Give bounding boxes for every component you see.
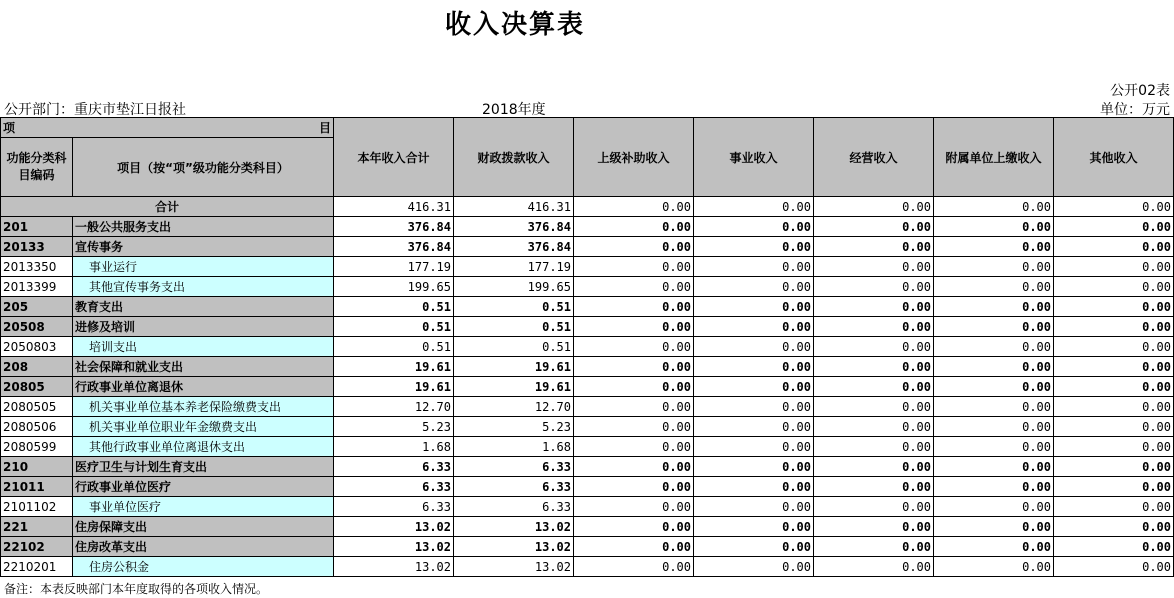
header-value-col: 附属单位上缴收入 xyxy=(934,118,1054,197)
row-name: 一般公共服务支出 xyxy=(73,217,334,237)
row-code: 20805 xyxy=(1,377,73,397)
row-value: 0.00 xyxy=(1054,457,1174,477)
row-code: 205 xyxy=(1,297,73,317)
row-value: 6.33 xyxy=(334,477,454,497)
row-value: 0.00 xyxy=(1054,217,1174,237)
total-value: 416.31 xyxy=(334,197,454,217)
row-value: 376.84 xyxy=(454,217,574,237)
row-value: 0.00 xyxy=(694,217,814,237)
row-value: 13.02 xyxy=(454,537,574,557)
header-value-col: 经营收入 xyxy=(814,118,934,197)
row-value: 0.00 xyxy=(814,277,934,297)
row-value: 6.33 xyxy=(454,457,574,477)
table-row xyxy=(1,257,1174,277)
row-code: 2080505 xyxy=(1,397,73,417)
row-value: 0.00 xyxy=(1054,517,1174,537)
row-name: 社会保障和就业支出 xyxy=(73,357,334,377)
row-value: 0.00 xyxy=(934,557,1054,577)
row-value: 0.00 xyxy=(814,517,934,537)
row-value: 0.00 xyxy=(814,417,934,437)
row-value: 0.00 xyxy=(694,317,814,337)
row-value: 0.00 xyxy=(574,557,694,577)
row-value: 12.70 xyxy=(454,397,574,417)
row-value: 0.00 xyxy=(814,357,934,377)
row-value: 0.00 xyxy=(694,377,814,397)
row-code: 2013399 xyxy=(1,277,73,297)
row-value: 0.00 xyxy=(1054,417,1174,437)
row-value: 0.00 xyxy=(934,397,1054,417)
row-value: 0.00 xyxy=(814,237,934,257)
row-value: 0.00 xyxy=(934,517,1054,537)
row-name: 事业单位医疗 xyxy=(73,497,334,517)
row-value: 0.00 xyxy=(574,537,694,557)
row-value: 0.00 xyxy=(934,437,1054,457)
row-value: 0.00 xyxy=(1054,357,1174,377)
row-value: 0.00 xyxy=(814,297,934,317)
row-value: 0.00 xyxy=(814,437,934,457)
row-value: 0.00 xyxy=(574,417,694,437)
table-row xyxy=(1,317,1174,337)
row-value: 0.00 xyxy=(934,297,1054,317)
row-name: 培训支出 xyxy=(73,337,334,357)
row-value: 13.02 xyxy=(334,557,454,577)
row-value: 19.61 xyxy=(334,357,454,377)
row-value: 0.00 xyxy=(1054,397,1174,417)
row-code: 221 xyxy=(1,517,73,537)
row-value: 0.51 xyxy=(334,297,454,317)
row-value: 0.00 xyxy=(1054,377,1174,397)
row-value: 13.02 xyxy=(334,537,454,557)
row-value: 6.33 xyxy=(334,457,454,477)
header-value-col: 上级补助收入 xyxy=(574,118,694,197)
row-value: 0.00 xyxy=(694,517,814,537)
row-name: 宣传事务 xyxy=(73,237,334,257)
row-value: 13.02 xyxy=(454,557,574,577)
table-row xyxy=(1,417,1174,437)
row-value: 0.00 xyxy=(694,337,814,357)
department-label: 公开部门：重庆市垫江日报社 xyxy=(4,102,186,118)
row-value: 376.84 xyxy=(334,237,454,257)
row-name: 住房保障支出 xyxy=(73,517,334,537)
row-code: 2101102 xyxy=(1,497,73,517)
row-name: 其他宣传事务支出 xyxy=(73,277,334,297)
row-value: 0.00 xyxy=(814,337,934,357)
total-value: 0.00 xyxy=(694,197,814,217)
row-value: 0.00 xyxy=(694,457,814,477)
row-value: 0.00 xyxy=(574,257,694,277)
row-value: 376.84 xyxy=(454,237,574,257)
row-value: 0.00 xyxy=(694,397,814,417)
row-value: 0.51 xyxy=(334,337,454,357)
row-code: 2013350 xyxy=(1,257,73,277)
row-name: 行政事业单位医疗 xyxy=(73,477,334,497)
row-value: 13.02 xyxy=(454,517,574,537)
row-value: 0.00 xyxy=(694,297,814,317)
row-value: 0.00 xyxy=(1054,437,1174,457)
row-code: 208 xyxy=(1,357,73,377)
row-name: 医疗卫生与计划生育支出 xyxy=(73,457,334,477)
row-value: 1.68 xyxy=(454,437,574,457)
row-value: 0.00 xyxy=(934,377,1054,397)
header-value-col: 其他收入 xyxy=(1054,118,1174,197)
row-value: 0.00 xyxy=(574,457,694,477)
row-code: 20133 xyxy=(1,237,73,257)
row-name: 住房改革支出 xyxy=(73,537,334,557)
table-header xyxy=(1,118,1174,197)
row-value: 376.84 xyxy=(334,217,454,237)
row-value: 0.00 xyxy=(934,237,1054,257)
total-row xyxy=(1,197,1174,217)
table-row xyxy=(1,357,1174,377)
footnote: 备注：本表反映部门本年度取得的各项收入情况。 xyxy=(4,582,269,596)
row-value: 0.00 xyxy=(934,477,1054,497)
row-value: 0.00 xyxy=(934,257,1054,277)
row-value: 0.00 xyxy=(814,557,934,577)
row-value: 0.00 xyxy=(814,537,934,557)
row-code: 22102 xyxy=(1,537,73,557)
row-value: 0.00 xyxy=(934,337,1054,357)
table-row xyxy=(1,517,1174,537)
header-value-col: 本年收入合计 xyxy=(334,118,454,197)
row-value: 19.61 xyxy=(454,377,574,397)
row-name: 教育支出 xyxy=(73,297,334,317)
unit-label: 单位：万元 xyxy=(1100,102,1170,118)
row-value: 199.65 xyxy=(334,277,454,297)
row-value: 0.00 xyxy=(1054,237,1174,257)
row-value: 0.00 xyxy=(934,277,1054,297)
row-value: 0.00 xyxy=(574,377,694,397)
row-value: 0.00 xyxy=(934,457,1054,477)
header-code-col: 功能分类科目编码 xyxy=(1,138,73,197)
row-name: 住房公积金 xyxy=(73,557,334,577)
row-code: 201 xyxy=(1,217,73,237)
row-value: 0.00 xyxy=(694,437,814,457)
form-number: 公开02表 xyxy=(1110,83,1170,99)
row-value: 0.00 xyxy=(694,477,814,497)
row-value: 0.00 xyxy=(574,477,694,497)
row-value: 0.51 xyxy=(454,337,574,357)
row-value: 6.33 xyxy=(454,497,574,517)
row-value: 0.00 xyxy=(934,417,1054,437)
row-value: 6.33 xyxy=(334,497,454,517)
row-value: 0.00 xyxy=(574,517,694,537)
row-value: 0.00 xyxy=(1054,557,1174,577)
header-value-col: 事业收入 xyxy=(694,118,814,197)
row-value: 0.00 xyxy=(694,357,814,377)
row-value: 0.00 xyxy=(934,357,1054,377)
row-code: 20508 xyxy=(1,317,73,337)
row-value: 177.19 xyxy=(454,257,574,277)
row-value: 0.00 xyxy=(1054,497,1174,517)
row-value: 0.00 xyxy=(694,277,814,297)
table-row xyxy=(1,437,1174,457)
row-value: 0.00 xyxy=(694,497,814,517)
row-name: 机关事业单位职业年金缴费支出 xyxy=(73,417,334,437)
row-value: 0.00 xyxy=(1054,277,1174,297)
table-row xyxy=(1,217,1174,237)
row-name: 事业运行 xyxy=(73,257,334,277)
row-value: 177.19 xyxy=(334,257,454,277)
header-xiang-mu xyxy=(1,118,334,138)
row-name: 其他行政事业单位离退休支出 xyxy=(73,437,334,457)
table-row xyxy=(1,537,1174,557)
table-row xyxy=(1,237,1174,257)
header-name-col: 项目（按“项”级功能分类科目） xyxy=(73,138,334,197)
row-value: 0.00 xyxy=(574,317,694,337)
row-value: 0.00 xyxy=(1054,257,1174,277)
row-value: 12.70 xyxy=(334,397,454,417)
row-value: 19.61 xyxy=(454,357,574,377)
row-value: 0.00 xyxy=(814,217,934,237)
row-value: 0.00 xyxy=(694,557,814,577)
total-label: 合计 xyxy=(1,197,334,217)
row-value: 0.00 xyxy=(814,497,934,517)
row-value: 5.23 xyxy=(334,417,454,437)
row-code: 2050803 xyxy=(1,337,73,357)
table-body xyxy=(1,197,1174,577)
row-value: 0.00 xyxy=(934,317,1054,337)
table-row xyxy=(1,497,1174,517)
row-value: 0.00 xyxy=(574,497,694,517)
table-row xyxy=(1,557,1174,577)
header-value-col: 财政拨款收入 xyxy=(454,118,574,197)
row-value: 0.00 xyxy=(574,297,694,317)
row-value: 0.00 xyxy=(1054,337,1174,357)
row-value: 0.00 xyxy=(934,217,1054,237)
row-code: 2080506 xyxy=(1,417,73,437)
row-value: 6.33 xyxy=(454,477,574,497)
row-name: 进修及培训 xyxy=(73,317,334,337)
row-value: 0.51 xyxy=(454,297,574,317)
row-value: 0.00 xyxy=(694,237,814,257)
row-value: 0.00 xyxy=(574,437,694,457)
table-row xyxy=(1,477,1174,497)
table-row xyxy=(1,337,1174,357)
report-title: 收入决算表 xyxy=(444,10,585,40)
row-value: 0.51 xyxy=(454,317,574,337)
total-value: 0.00 xyxy=(1054,197,1174,217)
header-mu: 目 xyxy=(318,121,331,135)
row-name: 行政事业单位离退休 xyxy=(73,377,334,397)
row-value: 0.00 xyxy=(694,417,814,437)
row-code: 2210201 xyxy=(1,557,73,577)
row-value: 0.00 xyxy=(814,397,934,417)
row-name: 机关事业单位基本养老保险缴费支出 xyxy=(73,397,334,417)
row-value: 0.00 xyxy=(574,357,694,377)
row-value: 0.00 xyxy=(1054,317,1174,337)
row-value: 5.23 xyxy=(454,417,574,437)
fiscal-year: 2018年度 xyxy=(482,102,546,118)
row-value: 0.00 xyxy=(1054,297,1174,317)
row-value: 13.02 xyxy=(334,517,454,537)
row-code: 21011 xyxy=(1,477,73,497)
row-value: 0.00 xyxy=(934,537,1054,557)
table-row xyxy=(1,397,1174,417)
row-value: 19.61 xyxy=(334,377,454,397)
row-value: 0.00 xyxy=(814,457,934,477)
row-value: 0.51 xyxy=(334,317,454,337)
total-value: 0.00 xyxy=(934,197,1054,217)
income-table xyxy=(0,117,1174,577)
row-value: 0.00 xyxy=(1054,477,1174,497)
row-value: 0.00 xyxy=(694,257,814,277)
total-value: 416.31 xyxy=(454,197,574,217)
header-xiang: 项 xyxy=(3,121,16,135)
row-code: 210 xyxy=(1,457,73,477)
row-value: 0.00 xyxy=(814,257,934,277)
row-value: 0.00 xyxy=(934,497,1054,517)
row-value: 0.00 xyxy=(814,317,934,337)
table-row xyxy=(1,277,1174,297)
row-value: 0.00 xyxy=(694,537,814,557)
row-value: 0.00 xyxy=(574,237,694,257)
row-value: 0.00 xyxy=(574,397,694,417)
row-value: 0.00 xyxy=(574,337,694,357)
total-value: 0.00 xyxy=(574,197,694,217)
row-value: 0.00 xyxy=(814,377,934,397)
row-value: 1.68 xyxy=(334,437,454,457)
row-value: 0.00 xyxy=(574,277,694,297)
table-row xyxy=(1,457,1174,477)
row-value: 0.00 xyxy=(1054,537,1174,557)
row-value: 0.00 xyxy=(814,477,934,497)
row-code: 2080599 xyxy=(1,437,73,457)
total-value: 0.00 xyxy=(814,197,934,217)
row-value: 0.00 xyxy=(574,217,694,237)
row-value: 199.65 xyxy=(454,277,574,297)
table-row xyxy=(1,377,1174,397)
table-row xyxy=(1,297,1174,317)
